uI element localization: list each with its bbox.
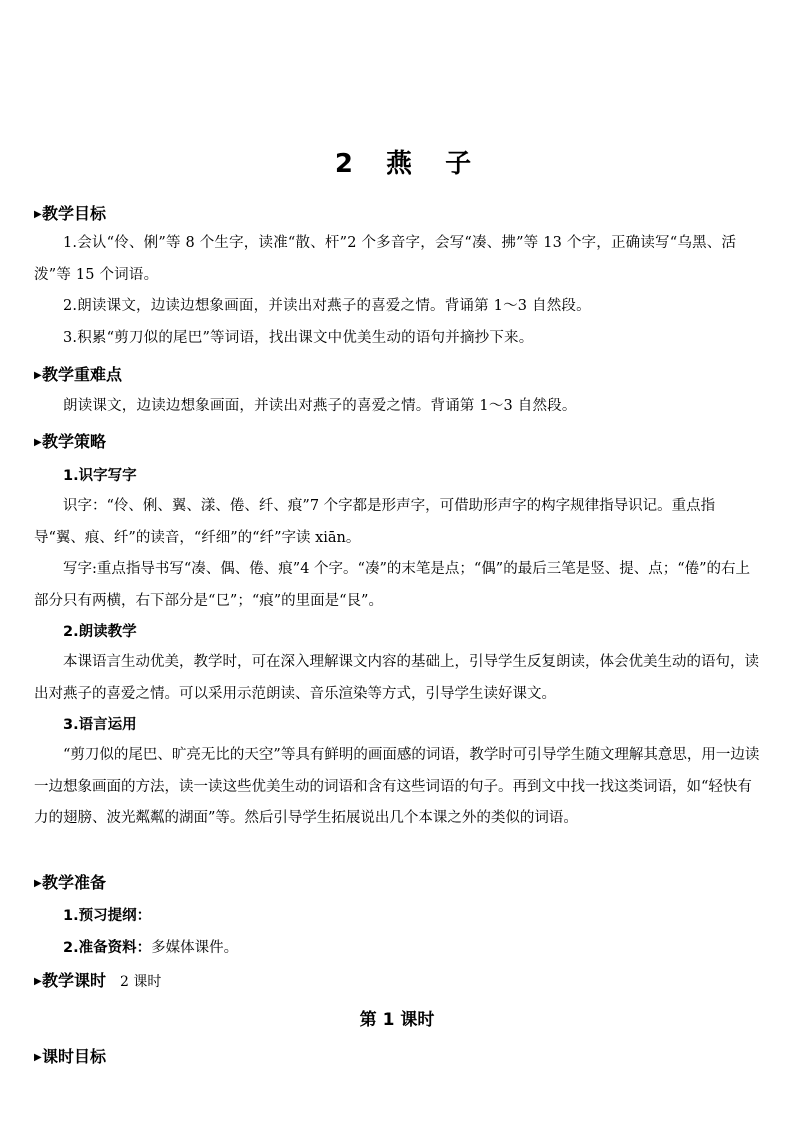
- page-title: 2 燕 子: [334, 149, 484, 179]
- prep-item-2-label: 2.准备资料：: [63, 940, 152, 956]
- literacy-writing-text: 写字:重点指导书写“凑、偶、倦、痕”4 个字。“凑”的末笔是点；“偶”的最后三笔是竖、提、点；“倦”的右上部分只有两横，右下部分是“㔾”；“痕”的里面是“艮”。: [34, 561, 751, 609]
- triangle-marker-icon: ▶: [34, 370, 42, 381]
- heading-text: 课时目标: [42, 1047, 107, 1066]
- prep-item-1: 1.预习提纲：: [63, 908, 152, 924]
- language-use-text: “剪刀似的尾巴、旷亮无比的天空”等具有鲜明的画面感的词语，教学时可引导学生随文理解其意思，用一边读一边想象画面的方法，读一读这些优美生动的词语和含有这些词语的句子。再到文中找一找这类词语，如“轻快有力的翅膀、波光粼粼的湖面”等。然后引导学生拓展说出几个本课之外的类似的词语。: [34, 747, 760, 826]
- heading-text: 教学重难点: [42, 365, 123, 384]
- lesson-title: 第 1 课时: [359, 1010, 435, 1030]
- triangle-marker-icon: ▶: [34, 976, 42, 987]
- subsection-title: 2.朗读教学: [63, 624, 137, 640]
- triangle-marker-icon: ▶: [34, 1052, 42, 1063]
- reading-teaching-text: 本课语言生动优美，教学时，可在深入理解课文内容的基础上，引导学生反复朗读，体会优美生动的语句，读出对燕子的喜爱之情。可以采用示范朗读、音乐渲染等方式，引导学生读好课文。: [34, 654, 759, 702]
- section-teaching-goals: [34, 203, 760, 354]
- goal-item-1: 1.会认“伶、俐”等 8 个生字，读准“散、杆”2 个多音字，会写“凑、拂”等 13 个字，正确读写“乌黑、活泼”等 15 个词语。: [34, 235, 737, 283]
- section-heading: [34, 203, 760, 226]
- section-teaching-strategy: [34, 431, 760, 454]
- teaching-hours-value: 2 课时: [120, 974, 162, 990]
- section-heading: [34, 970, 760, 993]
- section-key-points: [34, 364, 760, 423]
- section-teaching-hours: [34, 970, 760, 993]
- section-lesson-goals: [34, 1046, 760, 1069]
- literacy-recognition-text: 识字：“伶、俐、翼、漾、倦、纤、痕”7 个字都是形声字，可借助形声字的构字规律指导识记。重点指导“翼、痕、纤”的读音，“纤细”的“纤”字读 xiān。: [34, 498, 716, 546]
- section-heading: [34, 1046, 760, 1069]
- key-points-text: 朗读课文，边读边想象画面，并读出对燕子的喜爱之情。背诵第 1～3 自然段。: [63, 398, 577, 414]
- goal-item-2: 2.朗读课文，边读边想象画面，并读出对燕子的喜爱之情。背诵第 1～3 自然段。: [63, 298, 591, 314]
- subsection-title: 3.语言运用: [63, 717, 137, 733]
- heading-text: 教学目标: [42, 204, 107, 223]
- heading-text: 教学准备: [42, 873, 107, 892]
- strategy-subsection-literacy: [34, 465, 760, 617]
- section-heading: [34, 364, 760, 387]
- strategy-subsection-language: [34, 714, 760, 835]
- goal-item-3: 3.积累“剪刀似的尾巴”等词语，找出课文中优美生动的语句并摘抄下来。: [63, 329, 534, 346]
- prep-item-2-value: 多媒体课件。: [151, 940, 239, 956]
- triangle-marker-icon: ▶: [34, 437, 42, 448]
- triangle-marker-icon: ▶: [34, 209, 42, 220]
- heading-text: 教学课时: [42, 971, 107, 990]
- heading-text: 教学策略: [42, 432, 107, 451]
- section-heading: [34, 431, 760, 454]
- triangle-marker-icon: ▶: [34, 878, 42, 889]
- prep-item-2: [34, 937, 760, 959]
- strategy-subsection-reading: [34, 621, 760, 710]
- subsection-title: 1.识字写字: [63, 468, 137, 484]
- section-heading: [34, 872, 760, 895]
- section-teaching-preparation: [34, 872, 760, 959]
